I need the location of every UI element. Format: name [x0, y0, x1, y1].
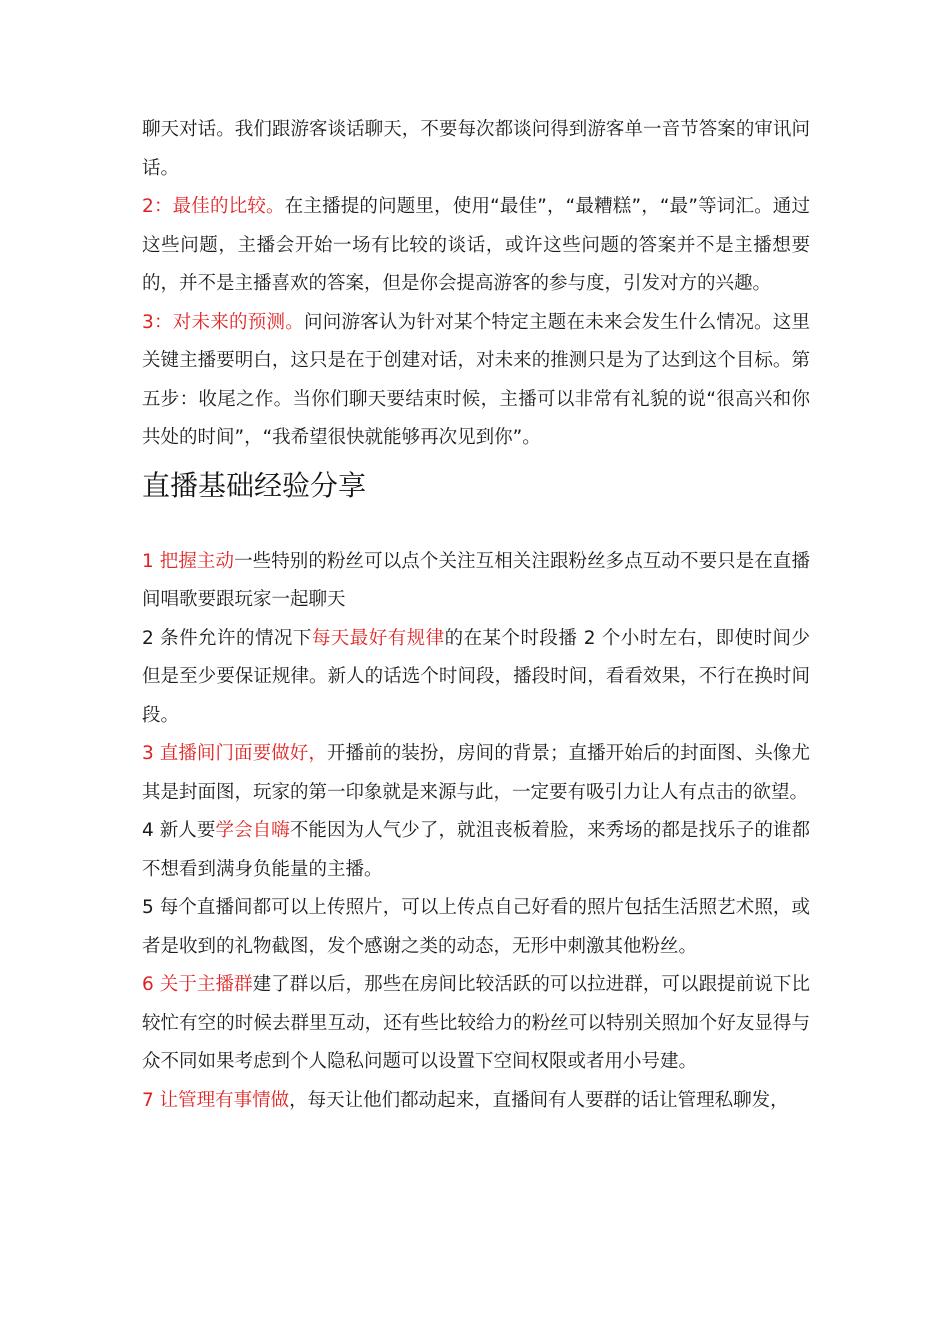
list-item — [142, 1082, 810, 1121]
item-highlight: 3 直播间门面要做好， — [142, 743, 327, 764]
item-text-pre: 2 条件允许的情况下 — [142, 627, 312, 649]
item-text-pre: 4 新人要 — [142, 820, 216, 841]
item-text-post: 一些特别的粉丝可以点个关注互相关注跟粉丝多点互动不要只是在直播间唱歌要跟玩家一起聊天 — [142, 550, 810, 610]
item-text-post: 不能因为人气少了，就沮丧板着脸，来秀场的都是找乐子的谁都不想看到满身负能量的主播。 — [142, 820, 810, 880]
intro-text-1: 聊天对话。我们跟游客谈话聊天，不要每次都谈问得到游客单一音节答案的审讯问话。 — [142, 119, 810, 179]
list-item — [142, 543, 810, 620]
list-item — [142, 620, 810, 736]
item-highlight: 1 把握主动 — [142, 550, 235, 572]
list-item — [142, 735, 810, 812]
list-item — [142, 889, 810, 966]
intro-text-2: 在主播提的问题里，使用“最佳”，“最糟糕”，“最”等词汇。通过这些问题，主播会开始一场有比较的谈话，或许这些问题的答案并不是主播想要的，并不是主播喜欢的答案，但是你会提高游客的参与度，引发对方的兴趣。 — [142, 196, 810, 294]
item-text-post: 的在某个时段播 2 个小时左右，即使时间少但是至少要保证规律。新人的话选个时间段，播段时间，看看效果，不行在换时间段。 — [142, 627, 810, 726]
item-text-post: 建了群以后，那些在房间比较活跃的可以拉进群，可以跟提前说下比较忙有空的时候去群里互动，还有些比较给力的粉丝可以特别关照加个好友显得与众不同如果考虑到个人隐私问题可以设置下空间权限或者用小号建。 — [142, 974, 810, 1072]
list-item — [142, 812, 810, 889]
item-text-pre: 5 每个直播间都可以上传照片，可以上传点自己好看的照片包括生活照艺术照，或者是收到的礼物截图，发个感谢之类的动态，无形中刺激其他粉丝。 — [142, 897, 810, 957]
item-text-post: 开播前的装扮，房间的背景；直播开始后的封面图、头像尤其是封面图，玩家的第一印象就是来源与此，一定要有吸引力让人有点击的欲望。 — [142, 743, 810, 803]
intro-text-3: 问问游客认为针对某个特定主题在未来会发生什么情况。这里关键主播要明白，这只是在于创建对话，对未来的推测只是为了达到这个目标。第五步：收尾之作。当你们聊天要结束时候，主播可以非常有礼貌的说“很高兴和你共处的时间”，“我希望很快就能够再次见到你”。 — [142, 311, 810, 448]
document-page — [142, 111, 810, 1120]
intro-paragraph-2 — [142, 188, 810, 304]
intro-paragraph-3 — [142, 304, 810, 458]
section-title: 直播基础经验分享 — [142, 468, 367, 502]
item-highlight: 每天最好有规律 — [311, 627, 445, 649]
item-text-post: ，每天让他们都动起来，直播间有人要群的话让管理私聊发， — [289, 1089, 789, 1111]
list-item — [142, 966, 810, 1082]
intro-highlight-3: 3：对未来的预测。 — [142, 311, 305, 333]
intro-paragraph-1 — [142, 111, 810, 188]
item-highlight: 6 关于主播群 — [142, 974, 253, 995]
item-highlight: 7 让管理有事情做 — [142, 1089, 290, 1111]
item-highlight: 学会自嗨 — [215, 820, 290, 841]
intro-highlight-2: 2：最佳的比较。 — [142, 196, 285, 217]
